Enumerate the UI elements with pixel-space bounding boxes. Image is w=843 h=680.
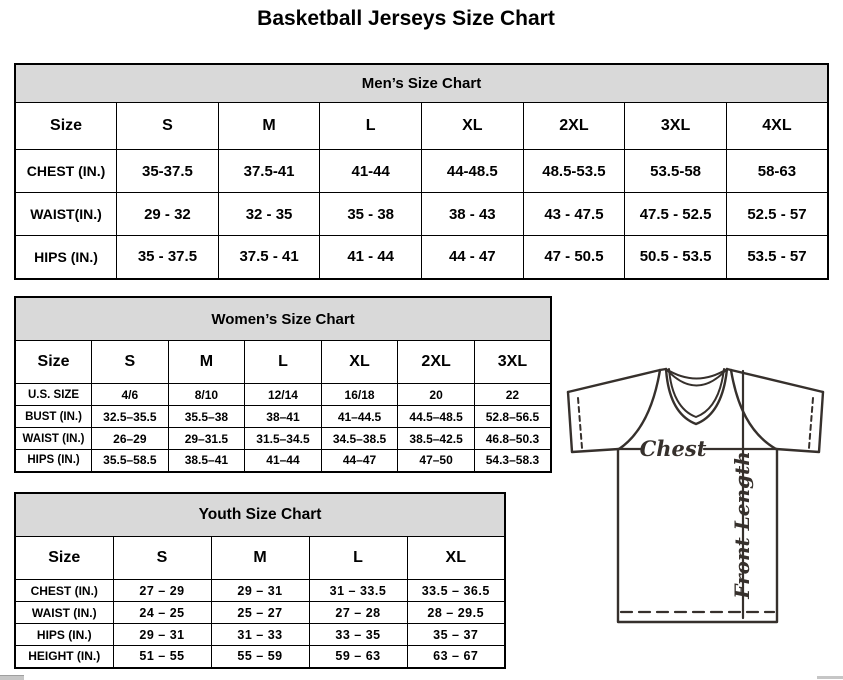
mens-column-header-s: S: [117, 103, 219, 150]
size-cell: 16/18: [321, 384, 398, 406]
size-cell: 58-63: [726, 150, 828, 193]
cropped-fragment-left: [0, 675, 24, 680]
size-cell: 47.5 - 52.5: [625, 193, 727, 236]
womens-column-header-3xl: 3XL: [474, 341, 551, 384]
size-cell: 35.5–58.5: [92, 450, 169, 472]
youth-table-header-row: [15, 537, 505, 580]
size-cell: 38–41: [245, 406, 322, 428]
table-row: [15, 624, 505, 646]
size-cell: 35 – 37: [407, 624, 505, 646]
mens-column-header-3xl: 3XL: [625, 103, 727, 150]
size-cell: 28 – 29.5: [407, 602, 505, 624]
row-label: HIPS (IN.): [15, 450, 92, 472]
size-cell: 47 - 50.5: [523, 236, 625, 279]
size-cell: 44 - 47: [422, 236, 524, 279]
youth-column-header-l: L: [309, 537, 407, 580]
size-cell: 48.5-53.5: [523, 150, 625, 193]
womens-table-title: Women’s Size Chart: [15, 297, 551, 341]
size-cell: 26–29: [92, 428, 169, 450]
jersey-measurement-diagram: [556, 356, 843, 628]
mens-column-header-size: Size: [15, 103, 117, 150]
size-cell: 38 - 43: [422, 193, 524, 236]
size-cell: 37.5-41: [218, 150, 320, 193]
size-cell: 44-48.5: [422, 150, 524, 193]
womens-column-header-size: Size: [15, 341, 92, 384]
size-cell: 29 – 31: [113, 624, 211, 646]
size-cell: 33.5 – 36.5: [407, 580, 505, 602]
size-cell: 46.8–50.3: [474, 428, 551, 450]
size-cell: 35-37.5: [117, 150, 219, 193]
row-label: CHEST (IN.): [15, 580, 113, 602]
table-row: [15, 428, 551, 450]
size-cell: 51 – 55: [113, 646, 211, 668]
table-row: [15, 406, 551, 428]
row-label: WAIST (IN.): [15, 602, 113, 624]
size-cell: 63 – 67: [407, 646, 505, 668]
row-label: CHEST (IN.): [15, 150, 117, 193]
size-cell: 29–31.5: [168, 428, 245, 450]
womens-table-header-row: [15, 341, 551, 384]
mens-column-header-2xl: 2XL: [523, 103, 625, 150]
womens-column-header-2xl: 2XL: [398, 341, 475, 384]
size-cell: 20: [398, 384, 475, 406]
size-cell: 59 – 63: [309, 646, 407, 668]
size-cell: 35 - 38: [320, 193, 422, 236]
size-cell: 44.5–48.5: [398, 406, 475, 428]
row-label: HIPS (IN.): [15, 236, 117, 279]
size-cell: 53.5-58: [625, 150, 727, 193]
size-cell: 41–44.5: [321, 406, 398, 428]
size-cell: 31 – 33.5: [309, 580, 407, 602]
size-cell: 50.5 - 53.5: [625, 236, 727, 279]
size-cell: 44–47: [321, 450, 398, 472]
size-cell: 32.5–35.5: [92, 406, 169, 428]
womens-size-table: [14, 296, 552, 473]
size-cell: 32 - 35: [218, 193, 320, 236]
mens-table-title: Men’s Size Chart: [15, 64, 828, 103]
youth-column-header-s: S: [113, 537, 211, 580]
size-cell: 31 – 33: [211, 624, 309, 646]
page-title: Basketball Jerseys Size Chart: [257, 7, 555, 30]
size-cell: 55 – 59: [211, 646, 309, 668]
size-cell: 25 – 27: [211, 602, 309, 624]
mens-column-header-xl: XL: [422, 103, 524, 150]
row-label: BUST (IN.): [15, 406, 92, 428]
youth-column-header-xl: XL: [407, 537, 505, 580]
mens-table-title-row: [15, 64, 828, 103]
size-cell: 29 - 32: [117, 193, 219, 236]
table-row: [15, 450, 551, 472]
size-cell: 41 - 44: [320, 236, 422, 279]
size-cell: 24 – 25: [113, 602, 211, 624]
mens-size-table: [14, 63, 829, 280]
size-cell: 38.5–42.5: [398, 428, 475, 450]
size-cell: 37.5 - 41: [218, 236, 320, 279]
size-cell: 52.5 - 57: [726, 193, 828, 236]
row-label: WAIST (IN.): [15, 428, 92, 450]
size-cell: 12/14: [245, 384, 322, 406]
size-cell: 53.5 - 57: [726, 236, 828, 279]
size-cell: 27 – 29: [113, 580, 211, 602]
table-row: [15, 646, 505, 668]
table-row: [15, 384, 551, 406]
mens-column-header-l: L: [320, 103, 422, 150]
mens-column-header-4xl: 4XL: [726, 103, 828, 150]
size-cell: 54.3–58.3: [474, 450, 551, 472]
youth-table-title-row: [15, 493, 505, 537]
size-cell: 47–50: [398, 450, 475, 472]
row-label: U.S. SIZE: [15, 384, 92, 406]
chest-label: Chest: [639, 436, 707, 461]
womens-column-header-m: M: [168, 341, 245, 384]
size-cell: 33 – 35: [309, 624, 407, 646]
womens-column-header-xl: XL: [321, 341, 398, 384]
front-length-label: Front Length: [730, 451, 754, 599]
table-row: [15, 580, 505, 602]
size-cell: 35 - 37.5: [117, 236, 219, 279]
youth-column-header-size: Size: [15, 537, 113, 580]
size-cell: 31.5–34.5: [245, 428, 322, 450]
row-label: HEIGHT (IN.): [15, 646, 113, 668]
mens-table-header-row: [15, 103, 828, 150]
size-cell: 27 – 28: [309, 602, 407, 624]
mens-column-header-m: M: [218, 103, 320, 150]
table-row: [15, 236, 828, 279]
size-cell: 52.8–56.5: [474, 406, 551, 428]
size-cell: 38.5–41: [168, 450, 245, 472]
size-cell: 22: [474, 384, 551, 406]
row-label: HIPS (IN.): [15, 624, 113, 646]
table-row: [15, 602, 505, 624]
jersey-icon: [556, 356, 843, 628]
size-cell: 8/10: [168, 384, 245, 406]
size-cell: 29 – 31: [211, 580, 309, 602]
size-cell: 34.5–38.5: [321, 428, 398, 450]
table-row: [15, 150, 828, 193]
size-cell: 35.5–38: [168, 406, 245, 428]
size-cell: 43 - 47.5: [523, 193, 625, 236]
size-cell: 41-44: [320, 150, 422, 193]
womens-column-header-l: L: [245, 341, 322, 384]
womens-column-header-s: S: [92, 341, 169, 384]
size-cell: 4/6: [92, 384, 169, 406]
table-row: [15, 193, 828, 236]
row-label: WAIST(IN.): [15, 193, 117, 236]
youth-column-header-m: M: [211, 537, 309, 580]
womens-table-title-row: [15, 297, 551, 341]
size-cell: 41–44: [245, 450, 322, 472]
youth-size-table: [14, 492, 506, 669]
youth-table-title: Youth Size Chart: [15, 493, 505, 537]
